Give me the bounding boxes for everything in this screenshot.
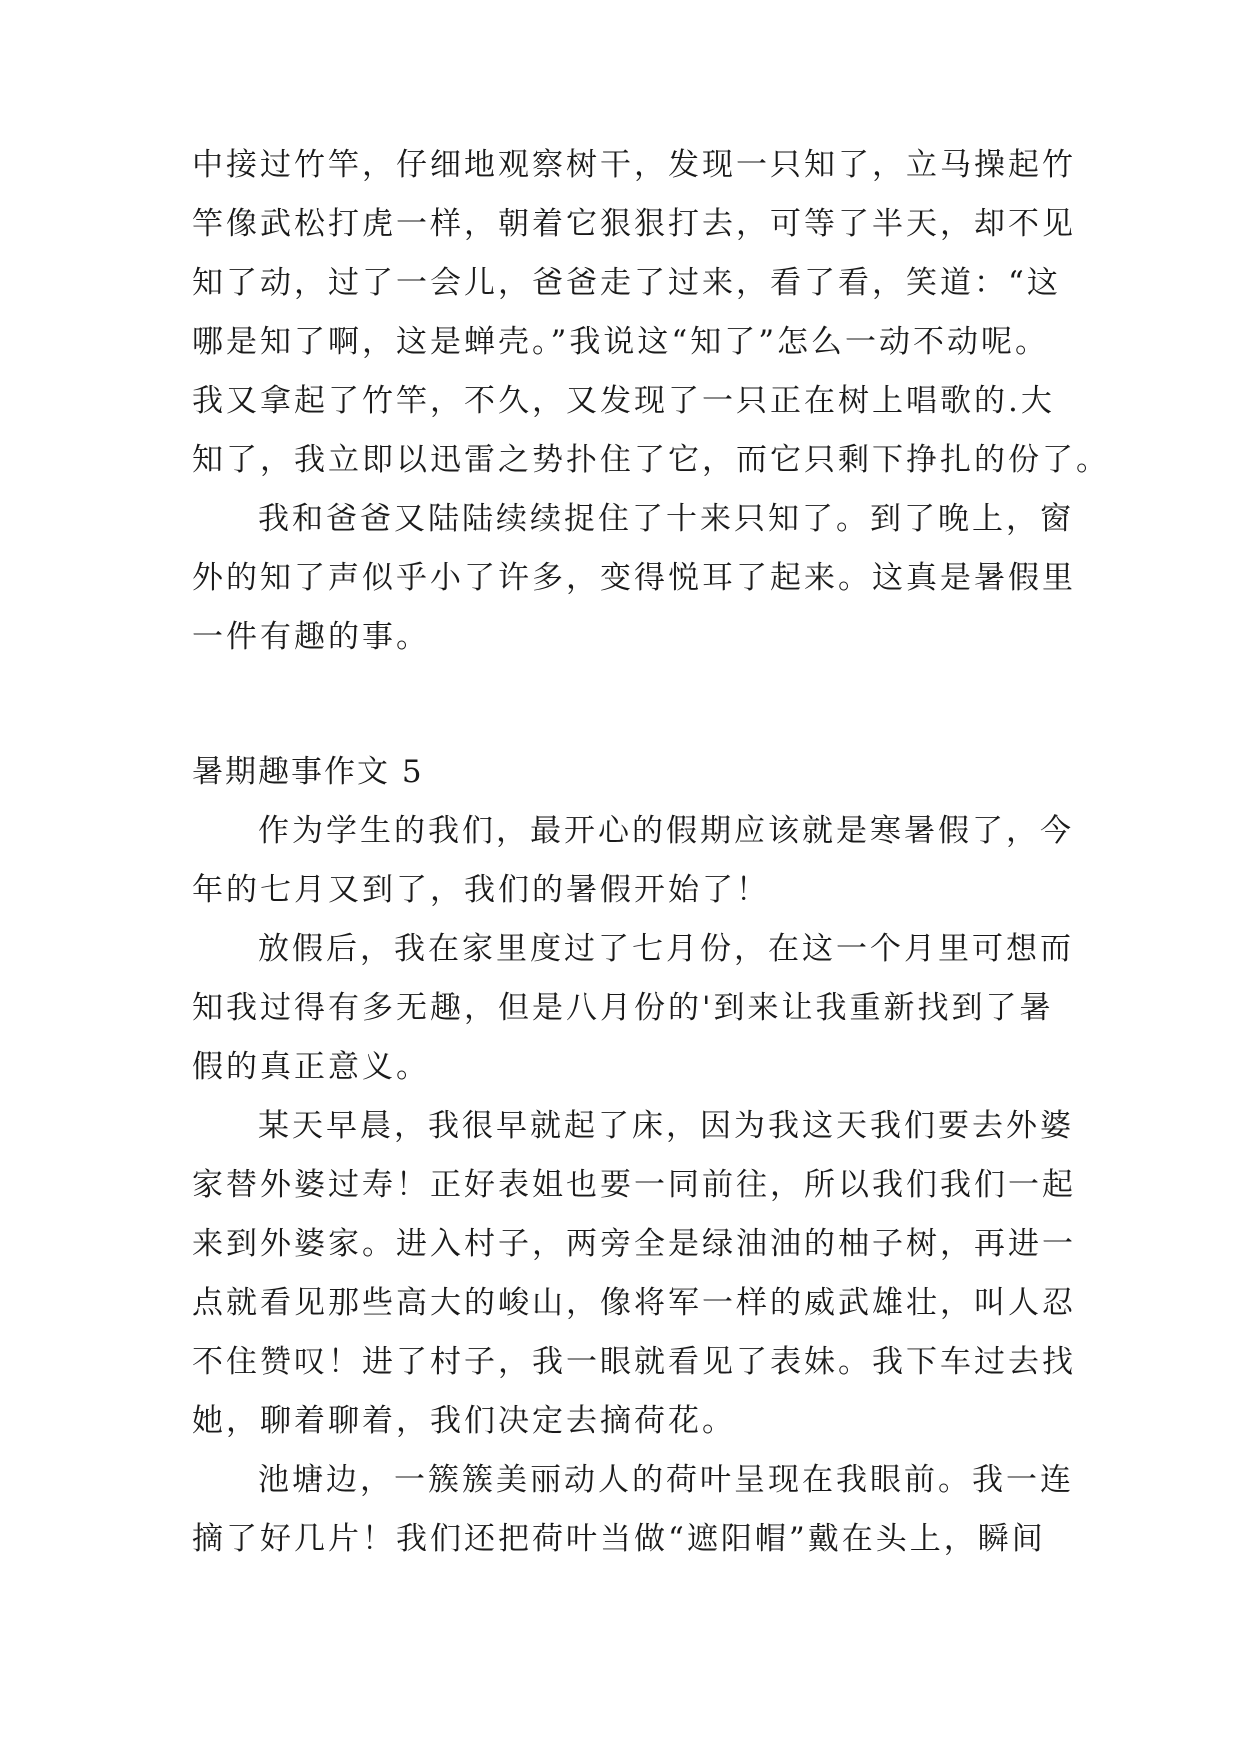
paragraph-first-line: 放假后，我在家里度过了七月份，在这一个月里可想而	[258, 931, 1074, 967]
text-line: 家替外婆过寿！正好表姐也要一同前往，所以我们我们一起	[192, 1167, 1076, 1203]
text-line: 点就看见那些高大的峻山，像将军一样的威武雄壮，叫人忍	[192, 1285, 1076, 1321]
paragraph-first-line: 我和爸爸又陆陆续续捉住了十来只知了。到了晚上，窗	[258, 501, 1074, 537]
text-line: 外的知了声似乎小了许多，变得悦耳了起来。这真是暑假里	[192, 560, 1076, 596]
text-line: 哪是知了啊，这是蝉壳。”我说这“知了”怎么一动不动呢。	[192, 324, 1050, 360]
text-line: 年的七月又到了，我们的暑假开始了！	[192, 872, 770, 908]
text-line: 摘了好几片！我们还把荷叶当做“遮阳帽”戴在头上，瞬间	[192, 1521, 1046, 1557]
text-line: 竿像武松打虎一样，朝着它狠狠打去，可等了半天，却不见	[192, 206, 1076, 242]
text-line: 我又拿起了竹竿，不久，又发现了一只正在树上唱歌的.大	[192, 383, 1055, 419]
text-line: 知了动，过了一会儿，爸爸走了过来，看了看，笑道：“这	[192, 265, 1061, 301]
paragraph-first-line: 池塘边，一簇簇美丽动人的荷叶呈现在我眼前。我一连	[258, 1462, 1074, 1498]
text-line: 中接过竹竿，仔细地观察树干，发现一只知了，立马操起竹	[192, 147, 1076, 183]
paragraph-first-line: 作为学生的我们，最开心的假期应该就是寒暑假了，今	[258, 813, 1074, 849]
text-line: 她，聊着聊着，我们决定去摘荷花。	[192, 1403, 736, 1439]
text-line: 假的真正意义。	[192, 1049, 430, 1085]
text-line: 知我过得有多无趣，但是八月份的'到来让我重新找到了暑	[192, 990, 1054, 1026]
text-line: 来到外婆家。进入村子，两旁全是绿油油的柚子树，再进一	[192, 1226, 1076, 1262]
paragraph-first-line: 某天早晨，我很早就起了床，因为我这天我们要去外婆	[258, 1108, 1074, 1144]
heading-text: 暑期趣事作文 5	[192, 754, 424, 790]
text-line: 一件有趣的事。	[192, 619, 430, 655]
text-line: 不住赞叹！进了村子，我一眼就看见了表妹。我下车过去找	[192, 1344, 1076, 1380]
text-line: 知了，我立即以迅雷之势扑住了它，而它只剩下挣扎的份了。	[192, 442, 1110, 478]
